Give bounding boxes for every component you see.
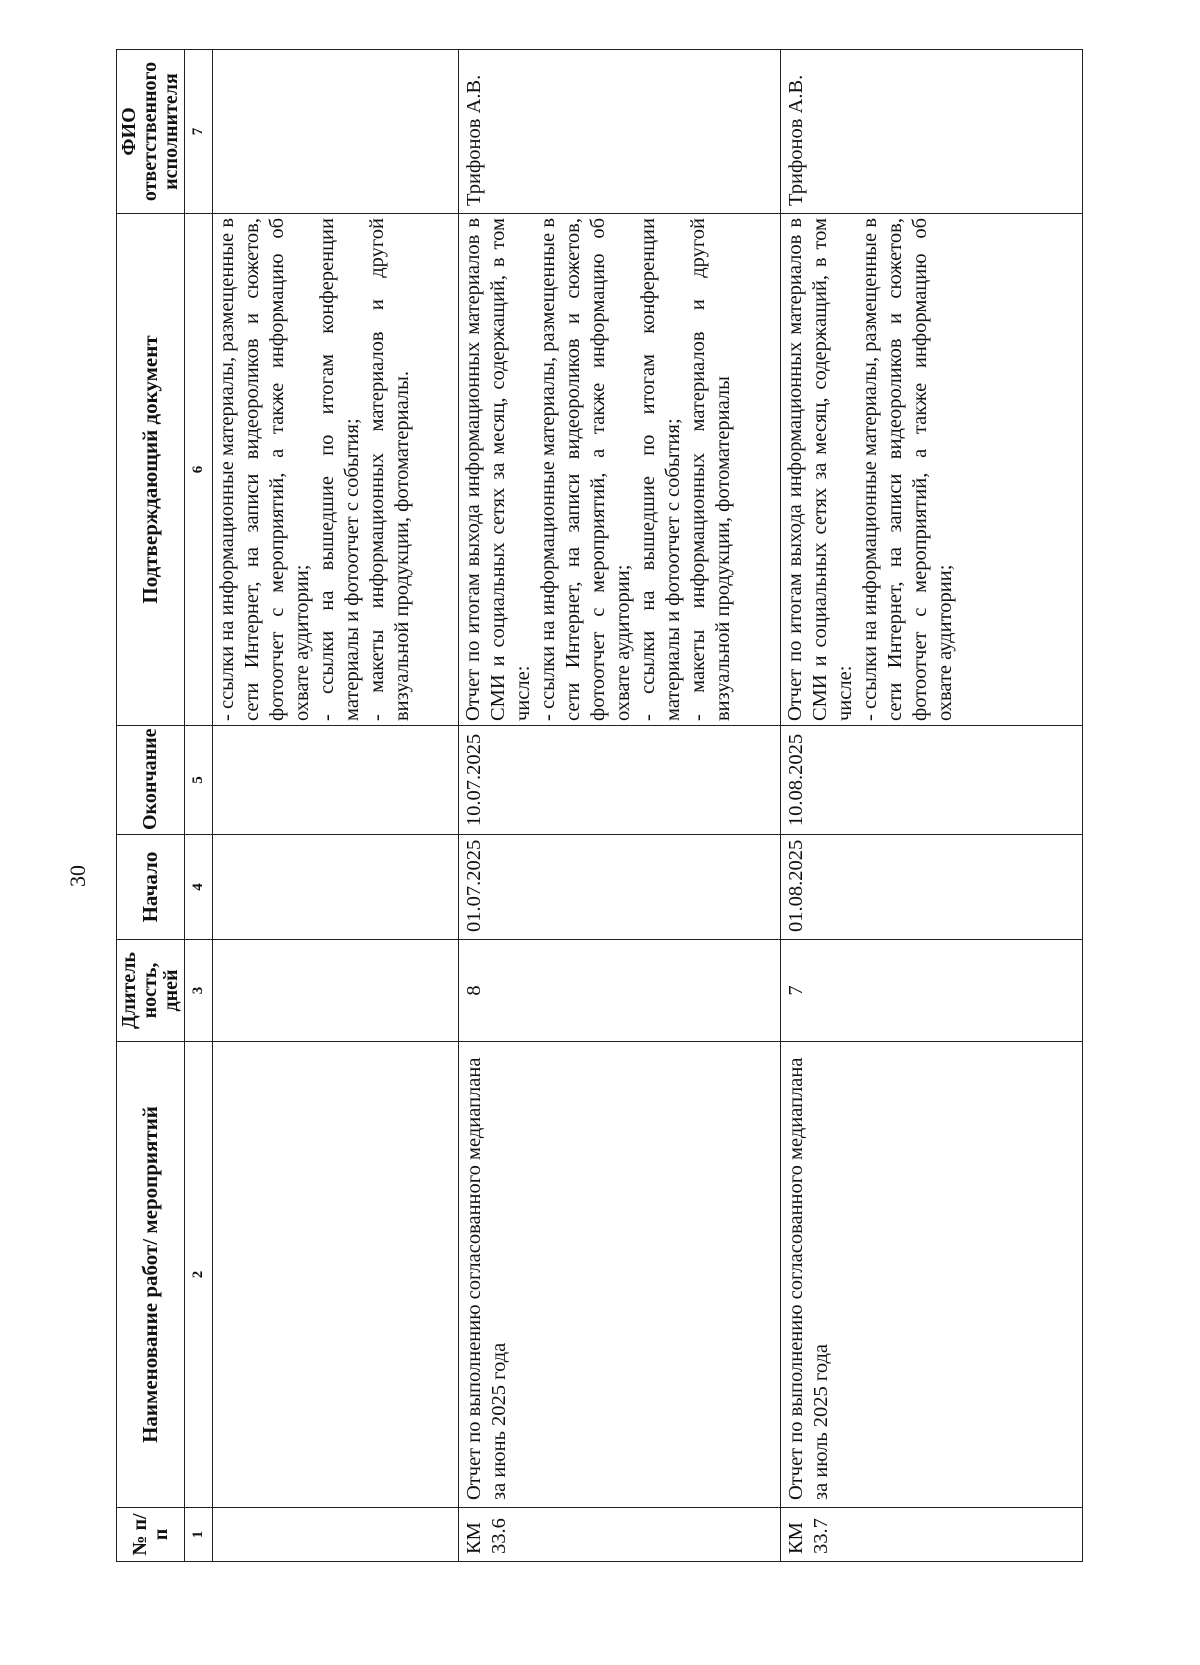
column-number-row — [185, 50, 213, 1562]
table-row — [213, 50, 459, 1562]
column-number: 7 — [185, 50, 213, 214]
table-row — [781, 50, 1083, 1562]
table-row — [459, 50, 781, 1562]
cell-document — [213, 214, 459, 726]
header-row — [117, 50, 185, 1562]
header-responsible: ФИО ответственного исполнителя — [117, 50, 185, 214]
cell-start: 01.07.2025 — [459, 835, 781, 940]
column-number: 6 — [185, 214, 213, 726]
cell-responsible — [213, 50, 459, 214]
document-line: - макеты информационных материалов и другой визуальной продукции, фотоматериалы. — [366, 218, 413, 721]
header-num: № п/п — [117, 1508, 185, 1562]
header-name: Наименование работ/ мероприятий — [117, 1042, 185, 1508]
column-number: 5 — [185, 726, 213, 835]
document-line: - ссылки на информационные материалы, размещенные в сети Интернет, на записи видеороликов и сюжетов, фотоотчет с мероприятий, а также информацию об охвате аудитории; — [216, 218, 313, 721]
cell-end: 10.08.2025 — [781, 726, 1083, 835]
document-line: - ссылки на вышедшие по итогам конференции материалы и фотоотчет с события; — [316, 218, 363, 721]
document-line: Отчет по итогам выхода информационных материалов в СМИ и социальных сетях за месяц, содержащий, в том числе: — [784, 218, 856, 721]
cell-num: КМ 33.7 — [781, 1508, 1083, 1562]
document-line: - макеты информационных материалов и другой визуальной продукции, фотоматериалы — [687, 218, 734, 721]
document-line: Отчет по итогам выхода информационных материалов в СМИ и социальных сетях за месяц, содержащий, в том числе: — [462, 218, 534, 721]
document-line: - ссылки на вышедшие по итогам конференции материалы и фотоотчет с события; — [637, 218, 684, 721]
cell-name — [213, 1042, 459, 1508]
cell-duration: 8 — [459, 940, 781, 1042]
header-start: Начало — [117, 835, 185, 940]
cell-start: 01.08.2025 — [781, 835, 1083, 940]
cell-responsible: Трифонов А.В. — [459, 50, 781, 214]
column-number: 2 — [185, 1042, 213, 1508]
cell-num: КМ 33.6 — [459, 1508, 781, 1562]
work-schedule-table — [116, 49, 1083, 1562]
cell-start — [213, 835, 459, 940]
cell-duration — [213, 940, 459, 1042]
header-duration: Длитель ность, дней — [117, 940, 185, 1042]
rotated-table-sheet — [116, 50, 1055, 1562]
cell-duration: 7 — [781, 940, 1083, 1042]
page-number: 30 — [65, 865, 90, 887]
document-clip — [783, 218, 1077, 721]
column-number: 4 — [185, 835, 213, 940]
cell-end: 10.07.2025 — [459, 726, 781, 835]
column-number: 3 — [185, 940, 213, 1042]
cell-num — [213, 1508, 459, 1562]
document-line: - ссылки на информационные материалы, размещенные в сети Интернет, на записи видеороликов и сюжетов, фотоотчет с мероприятий, а также информацию об охвате аудитории; — [537, 218, 634, 721]
header-document: Подтверждающий документ — [117, 214, 185, 726]
cell-responsible: Трифонов А.В. — [781, 50, 1083, 214]
column-number: 1 — [185, 1508, 213, 1562]
document-line: - ссылки на информационные материалы, размещенные в сети Интернет, на записи видеороликов и сюжетов, фотоотчет с мероприятий, а также информацию об охвате аудитории; — [859, 218, 956, 721]
cell-name: Отчет по выполнению согласованного медиаплана за июль 2025 года — [781, 1042, 1083, 1508]
cell-document — [459, 214, 781, 726]
header-end: Окончание — [117, 726, 185, 835]
cell-end — [213, 726, 459, 835]
cell-document — [781, 214, 1083, 726]
cell-name: Отчет по выполнению согласованного медиаплана за июнь 2025 года — [459, 1042, 781, 1508]
